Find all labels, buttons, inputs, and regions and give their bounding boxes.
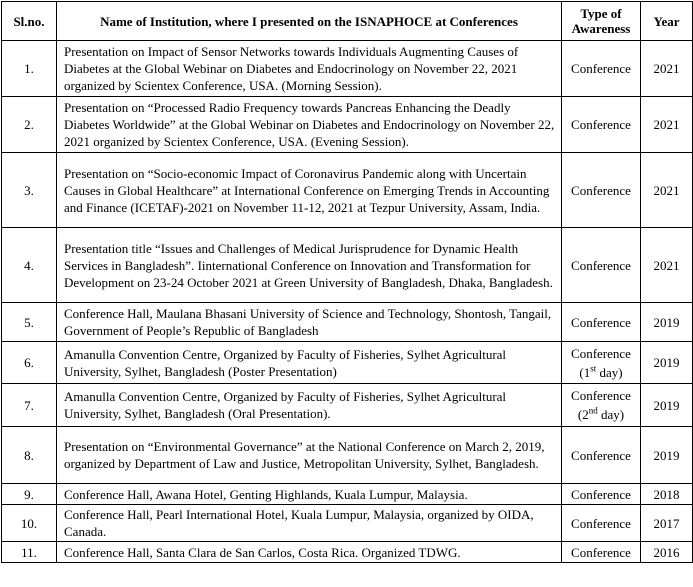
row-type: Conference [562, 153, 641, 228]
row-institution: Amanulla Convention Centre, Organized by Faculty of Fisheries, Sylhet Agricultural University, Sylhet, Bangladesh (Oral Presentation). [57, 384, 562, 427]
table-row [2, 153, 693, 228]
table-row [2, 228, 693, 303]
row-year: 2021 [641, 228, 693, 303]
row-year: 2017 [641, 505, 693, 542]
row-type-label: Conference [571, 345, 631, 361]
header-type: Type of Awareness [562, 2, 641, 41]
header-institution: Name of Institution, where I presented on the ISNAPHOCE at Conferences [57, 2, 562, 41]
table-row [2, 97, 693, 153]
table-row [2, 384, 693, 427]
presentations-table [1, 1, 693, 563]
row-institution: Conference Hall, Santa Clara de San Carlos, Costa Rica. Organized TDWG. [57, 542, 562, 563]
row-year: 2021 [641, 41, 693, 97]
row-year: 2021 [641, 97, 693, 153]
row-year: 2019 [641, 303, 693, 342]
row-type-day: (1st day) [579, 363, 623, 380]
row-type [562, 384, 641, 427]
row-type: Conference [562, 41, 641, 97]
row-number: 3. [2, 153, 57, 228]
row-number: 11. [2, 542, 57, 563]
table-row [2, 41, 693, 97]
row-year: 2018 [641, 484, 693, 505]
row-type: Conference [562, 427, 641, 484]
row-year: 2016 [641, 542, 693, 563]
row-institution: Presentation on “Socio-economic Impact of Coronavirus Pandemic along with Uncertain Causes in Global Healthcare” at International Conference on Emerging Trends in Accounting and Finance (ICETAF)-2021 on November 11-12, 2021 at Tezpur University, Assam, India. [57, 153, 562, 228]
table-row [2, 505, 693, 542]
row-number: 2. [2, 97, 57, 153]
row-number: 5. [2, 303, 57, 342]
row-year: 2019 [641, 342, 693, 384]
table-row [2, 342, 693, 384]
header-year: Year [641, 2, 693, 41]
table-row [2, 303, 693, 342]
row-type: Conference [562, 484, 641, 505]
row-number: 4. [2, 228, 57, 303]
row-type: Conference [562, 228, 641, 303]
table-row [2, 542, 693, 563]
row-year: 2021 [641, 153, 693, 228]
row-institution: Conference Hall, Pearl International Hotel, Kuala Lumpur, Malaysia, organized by OIDA, Canada. [57, 505, 562, 542]
row-institution: Presentation on “Environmental Governance” at the National Conference on March 2, 2019, organized by Department of Law and Justice, Metropolitan University, Sylhet, Bangladesh. [57, 427, 562, 484]
row-institution: Presentation on “Processed Radio Frequency towards Pancreas Enhancing the Deadly Diabetes Worldwide” at the Global Webinar on Diabetes and Endocrinology on November 22, 2021 organized by Scientex Conference, USA. (Evening Session). [57, 97, 562, 153]
row-number: 8. [2, 427, 57, 484]
row-institution: Conference Hall, Maulana Bhasani University of Science and Technology, Shontosh, Tangail, Government of People’s Republic of Bangladesh [57, 303, 562, 342]
row-year: 2019 [641, 384, 693, 427]
row-year: 2019 [641, 427, 693, 484]
row-type: Conference [562, 303, 641, 342]
row-type: Conference [562, 97, 641, 153]
table-row [2, 427, 693, 484]
header-row [2, 2, 693, 41]
row-type-day: (2nd day) [577, 405, 625, 422]
row-institution: Amanulla Convention Centre, Organized by Faculty of Fisheries, Sylhet Agricultural University, Sylhet, Bangladesh (Poster Presentation) [57, 342, 562, 384]
row-institution: Presentation on Impact of Sensor Networks towards Individuals Augmenting Causes of Diabetes at the Global Webinar on Diabetes and Endocrinology on November 22, 2021 organized by Scientex Conference, USA. (Morning Session). [57, 41, 562, 97]
row-number: 6. [2, 342, 57, 384]
row-type-label: Conference [571, 388, 631, 403]
table-row [2, 484, 693, 505]
header-slno: Sl.no. [2, 2, 57, 41]
row-institution: Conference Hall, Awana Hotel, Genting Highlands, Kuala Lumpur, Malaysia. [57, 484, 562, 505]
row-type: Conference [562, 542, 641, 563]
row-type: Conference [562, 505, 641, 542]
row-institution: Presentation title “Issues and Challenges of Medical Jurisprudence for Dynamic Health Services in Bangladesh”. Iinternational Conference on Innovation and Transformation for Development on 23-24 October 2021 at Green University of Bangladesh, Dhaka, Bangladesh. [57, 228, 562, 303]
row-number: 9. [2, 484, 57, 505]
row-number: 1. [2, 41, 57, 97]
row-number: 7. [2, 384, 57, 427]
row-type [562, 342, 641, 384]
row-number: 10. [2, 505, 57, 542]
